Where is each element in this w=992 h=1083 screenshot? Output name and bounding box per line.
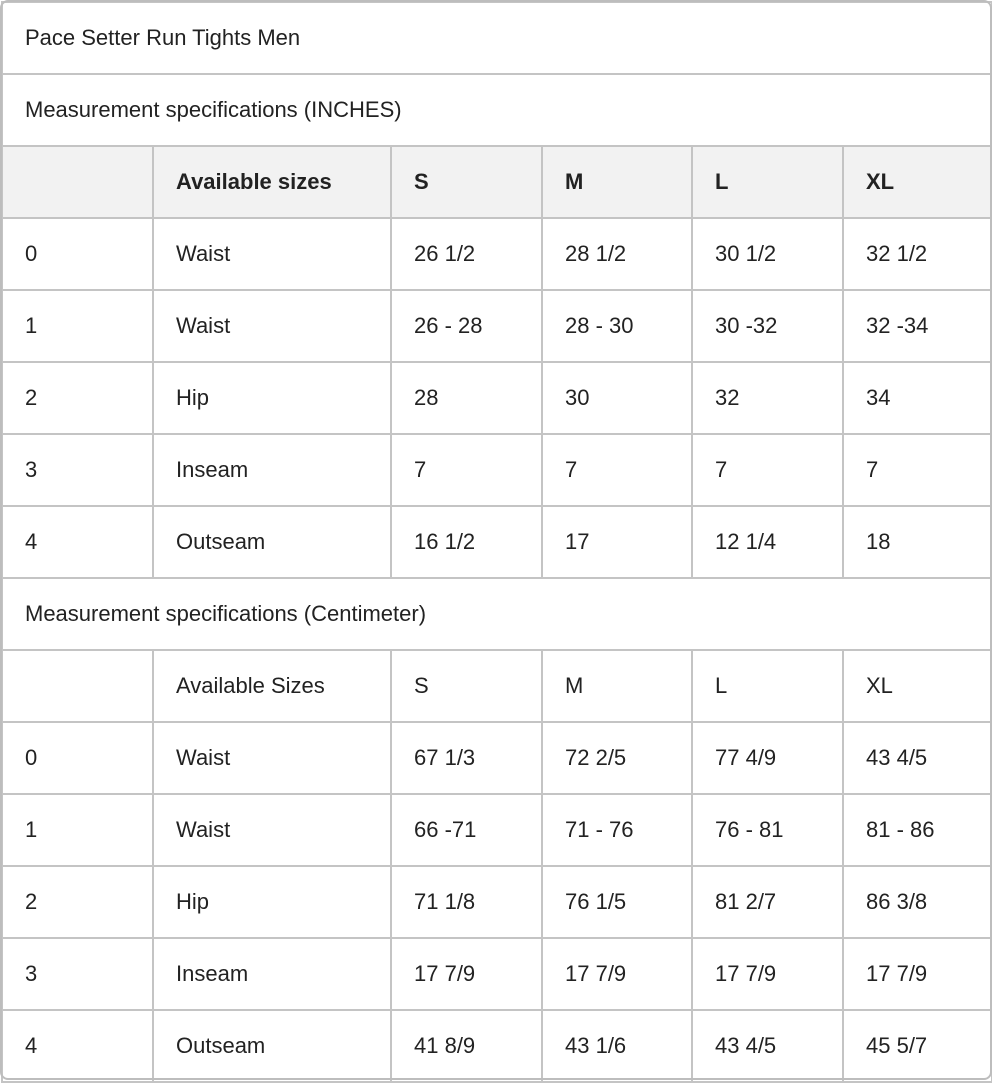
header-cell-size-m: M [542,650,692,722]
value-cell-l: 81 2/7 [692,866,843,938]
table-row [2,506,992,578]
section-heading-inches: Measurement specifications (INCHES) [2,74,992,146]
value-cell-m: 30 [542,362,692,434]
value-cell-xl: 43 4/5 [843,722,992,794]
value-cell-s: 17 7/9 [391,938,542,1010]
value-cell-s: 71 1/8 [391,866,542,938]
value-cell-m: 71 - 76 [542,794,692,866]
header-cell-size-s: S [391,146,542,218]
section-heading-row [2,74,992,146]
value-cell-m: 43 1/6 [542,1010,692,1082]
header-cell-size-s: S [391,650,542,722]
header-cell-measurement: Available Sizes [153,650,391,722]
measurement-name: Outseam [153,506,391,578]
measurement-name: Hip [153,362,391,434]
title-row [2,2,992,74]
measurement-name: Inseam [153,434,391,506]
value-cell-s: 41 8/9 [391,1010,542,1082]
value-cell-l: 17 7/9 [692,938,843,1010]
measurement-name: Waist [153,722,391,794]
measurement-name: Waist [153,290,391,362]
header-cell-size-xl: XL [843,650,992,722]
table-row [2,434,992,506]
row-index: 4 [2,506,153,578]
table-row [2,1010,992,1082]
value-cell-m: 17 [542,506,692,578]
row-index: 3 [2,434,153,506]
value-cell-m: 76 1/5 [542,866,692,938]
value-cell-l: 32 [692,362,843,434]
row-index: 4 [2,1010,153,1082]
value-cell-l: 30 -32 [692,290,843,362]
header-cell-size-l: L [692,146,843,218]
value-cell-l: 30 1/2 [692,218,843,290]
measurement-name: Waist [153,218,391,290]
table-row [2,938,992,1010]
value-cell-xl: 32 -34 [843,290,992,362]
value-cell-xl: 86 3/8 [843,866,992,938]
measurement-name: Hip [153,866,391,938]
header-cell-size-l: L [692,650,843,722]
measurement-name: Inseam [153,938,391,1010]
value-cell-l: 77 4/9 [692,722,843,794]
row-index: 3 [2,938,153,1010]
row-index: 0 [2,722,153,794]
value-cell-xl: 32 1/2 [843,218,992,290]
header-cell-index [2,146,153,218]
value-cell-xl: 34 [843,362,992,434]
value-cell-s: 66 -71 [391,794,542,866]
measurement-name: Outseam [153,1010,391,1082]
value-cell-m: 7 [542,434,692,506]
section-heading-row [2,578,992,650]
value-cell-l: 43 4/5 [692,1010,843,1082]
value-cell-xl: 7 [843,434,992,506]
header-row-inches [2,146,992,218]
measurement-name: Waist [153,794,391,866]
table-row [2,362,992,434]
value-cell-xl: 81 - 86 [843,794,992,866]
header-cell-size-m: M [542,146,692,218]
value-cell-m: 28 1/2 [542,218,692,290]
header-cell-index [2,650,153,722]
section-heading-centimeter: Measurement specifications (Centimeter) [2,578,992,650]
table-row [2,866,992,938]
row-index: 2 [2,866,153,938]
value-cell-s: 26 - 28 [391,290,542,362]
table-row [2,290,992,362]
value-cell-l: 7 [692,434,843,506]
value-cell-s: 67 1/3 [391,722,542,794]
header-cell-size-xl: XL [843,146,992,218]
value-cell-s: 7 [391,434,542,506]
value-cell-l: 76 - 81 [692,794,843,866]
value-cell-m: 17 7/9 [542,938,692,1010]
size-chart-table [1,1,992,1083]
value-cell-s: 26 1/2 [391,218,542,290]
value-cell-xl: 45 5/7 [843,1010,992,1082]
value-cell-m: 72 2/5 [542,722,692,794]
row-index: 1 [2,290,153,362]
value-cell-xl: 18 [843,506,992,578]
header-cell-measurement: Available sizes [153,146,391,218]
row-index: 0 [2,218,153,290]
table-row [2,722,992,794]
table-row [2,218,992,290]
value-cell-l: 12 1/4 [692,506,843,578]
value-cell-m: 28 - 30 [542,290,692,362]
value-cell-s: 16 1/2 [391,506,542,578]
row-index: 1 [2,794,153,866]
product-title: Pace Setter Run Tights Men [2,2,992,74]
table-row [2,794,992,866]
value-cell-xl: 17 7/9 [843,938,992,1010]
value-cell-s: 28 [391,362,542,434]
header-row-centimeter [2,650,992,722]
row-index: 2 [2,362,153,434]
